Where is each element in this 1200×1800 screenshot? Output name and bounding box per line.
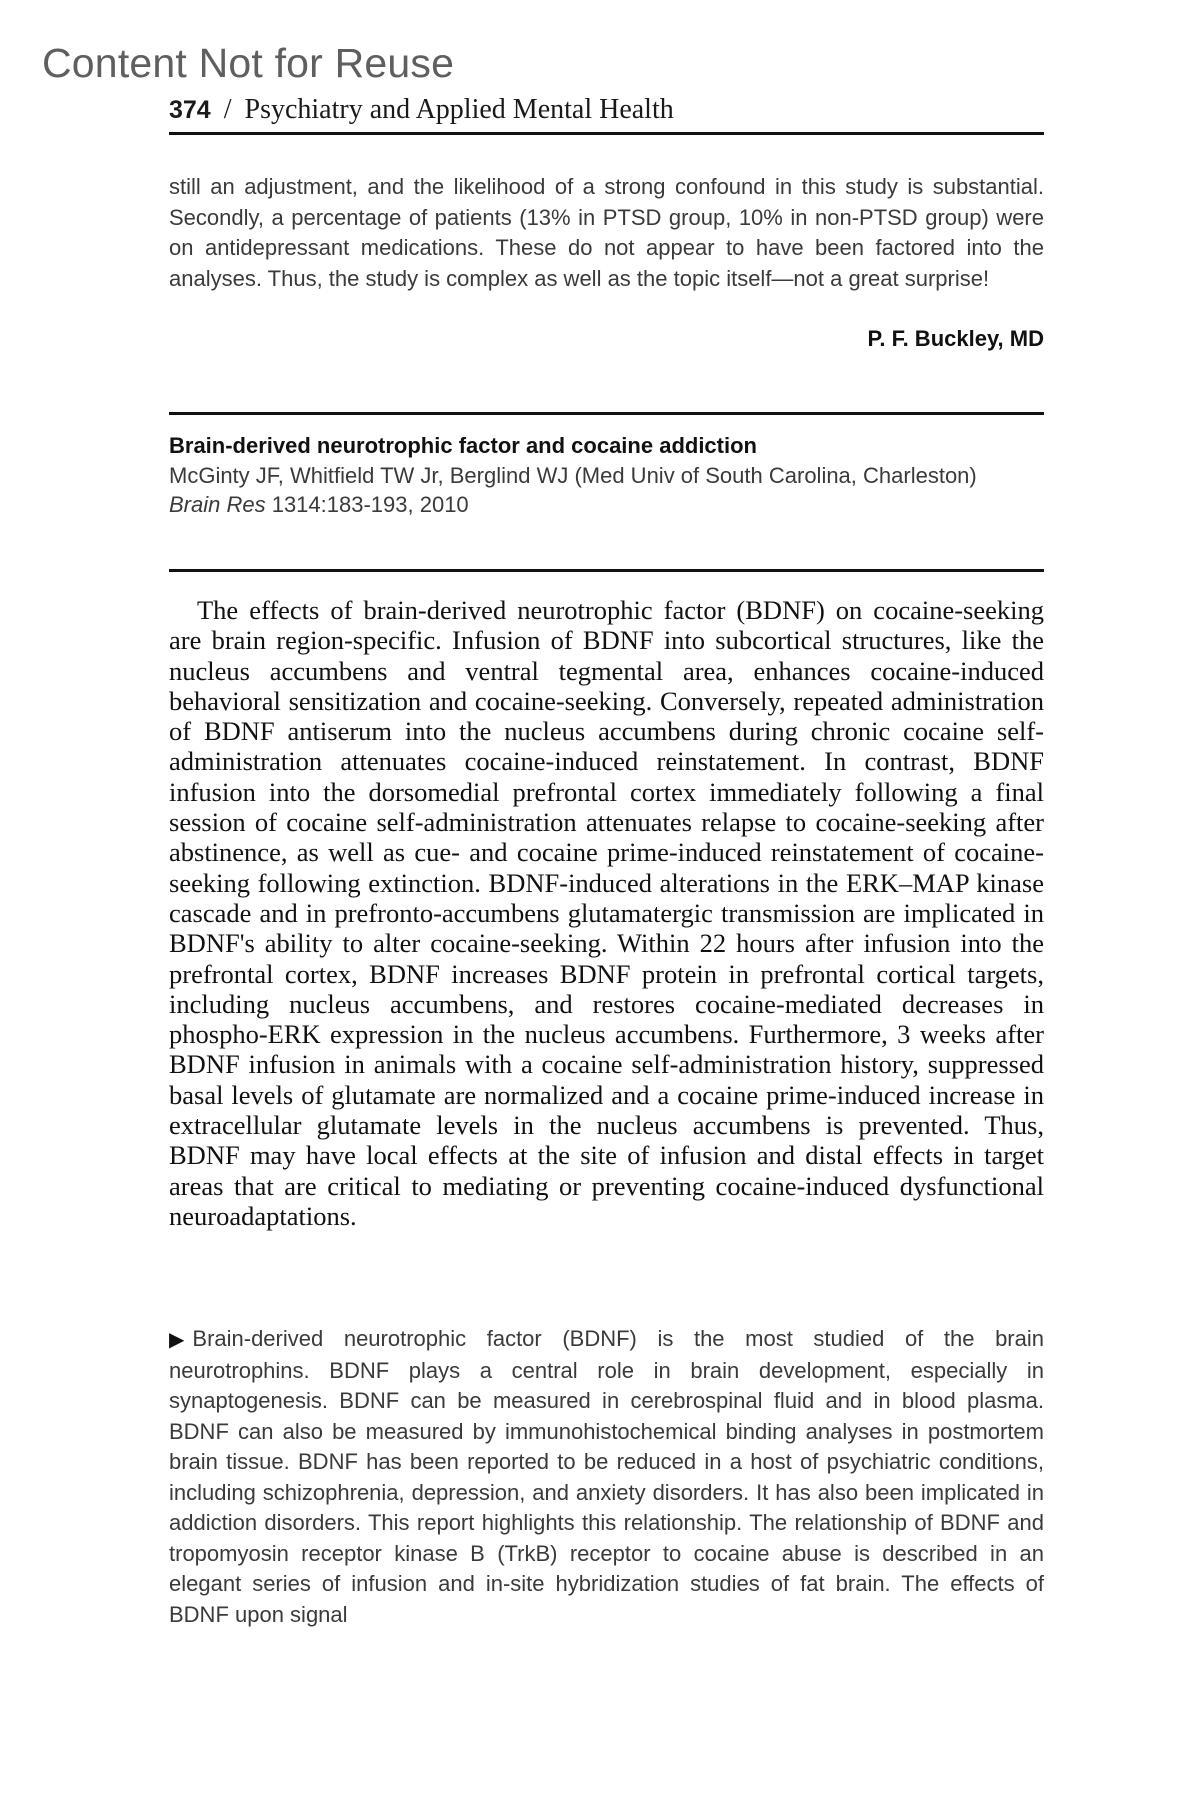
journal-title: Psychiatry and Applied Mental Health <box>244 94 674 125</box>
commentary <box>169 1324 1044 1630</box>
commentary-text: Brain-derived neurotrophic factor (BDNF) is the most studied of the brain neurotrophins. BDNF plays a central role in brain development, especially in synaptogenesis. BDNF can be measured in cerebrospinal fluid and in blood plasma. BDNF can also be measured by immunohistochemical binding analyses in postmortem brain tissue. BDNF has been reported to be reduced in a host of psychiatric conditions, including schizophrenia, depression, and anxiety disorders. It has also been implicated in addiction disorders. This report highlights this relationship. The relationship of BDNF and tropomyosin receptor kinase B (TrkB) receptor to cocaine abuse is described in an elegant series of infusion and in-site hybridization studies of fat brain. The effects of BDNF upon signal <box>169 1326 1044 1627</box>
article-title: Brain-derived neurotrophic factor and cocaine addiction <box>169 433 757 458</box>
article-journal <box>169 490 1044 520</box>
commentary-signature: P. F. Buckley, MD <box>867 326 1044 351</box>
running-head <box>169 88 1044 135</box>
page-number: 374 <box>169 96 211 124</box>
triangle-marker-icon: ▶ <box>169 1329 185 1351</box>
journal-name: Brain Res <box>169 492 266 517</box>
previous-commentary-text: still an adjustment, and the likelihood of a strong confound in this study is substantial. Secondly, a percentage of patients (13% in PTSD group, 10% in non-PTSD group) were on antidepressant medications. These do not appear to have been factored into the analyses. Thus, the study is complex as well as the topic itself—not a great surprise! <box>169 174 1044 291</box>
article-authors: McGinty JF, Whitfield TW Jr, Berglind WJ (Med Univ of South Carolina, Charleston) <box>169 463 977 488</box>
article-abstract: The effects of brain-derived neurotrophic factor (BDNF) on cocaine-seeking are brain region-specific. Infusion of BDNF into subcortical structures, like the nucleus accumbens and ventral tegmental area, enhances cocaine-induced behavioral sensitization and cocaine-seeking. Conversely, repeated administration of BDNF antiserum into the nucleus accumbens during chronic cocaine self-administration attenuates cocaine-induced reinstatement. In contrast, BDNF infusion into the dorsomedial prefrontal cortex immediately following a final session of cocaine self-administration attenuates relapse to cocaine-seeking after abstinence, as well as cue- and cocaine prime-induced reinstatement of cocaine-seeking following extinction. BDNF-induced alterations in the ERK–MAP kinase cascade and in prefronto-accumbens glutamatergic transmission are implicated in BDNF's ability to alter cocaine-seeking. Within 22 hours after infusion into the prefrontal cortex, BDNF increases BDNF protein in prefrontal cortical targets, including nucleus accumbens, and restores cocaine-mediated decreases in phospho-ERK expression in the nucleus accumbens. Furthermore, 3 weeks after BDNF infusion in animals with a cocaine self-administration history, suppressed basal levels of glutamate are normalized and a cocaine prime-induced increase in extracellular glutamate levels in the nucleus accumbens is prevented. Thus, BDNF may have local effects at the site of infusion and distal effects in target areas that are critical to mediating or preventing cocaine-induced dysfunctional neuroadaptations. <box>169 595 1044 1231</box>
running-head-separator: / <box>223 94 232 125</box>
watermark: Content Not for Reuse <box>42 40 455 86</box>
citation-box <box>169 412 1044 572</box>
journal-reference: 1314:183-193, 2010 <box>265 492 469 517</box>
